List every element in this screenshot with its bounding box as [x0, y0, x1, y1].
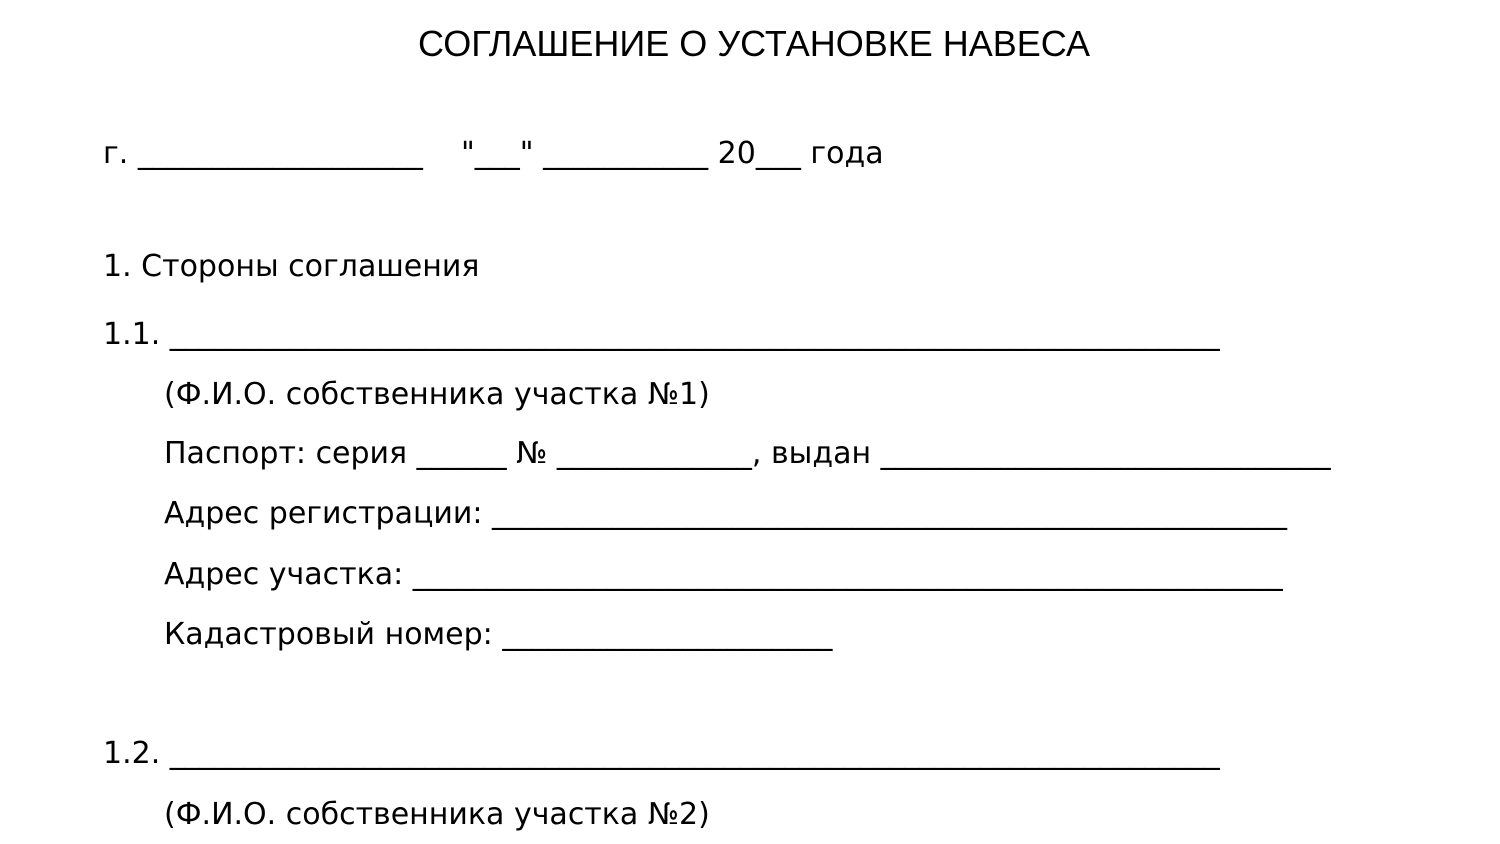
party1-passport-line: Паспорт: серия ______ № _____________, выдан ______________________________ [164, 436, 1331, 471]
party1-registration-address-line: Адрес регистрации: _____________________________________________________ [164, 496, 1288, 531]
party1-cadastral-number-line: Кадастровый номер: ______________________ [164, 617, 833, 652]
party2-name-caption: (Ф.И.О. собственника участка №2) [164, 797, 710, 832]
party1-name-caption: (Ф.И.О. собственника участка №1) [164, 377, 710, 412]
city-date-line: г. ___________________ "___" ___________ 20___ года [103, 136, 884, 171]
section-heading-parties: 1. Стороны соглашения [103, 249, 480, 284]
document-title: СОГЛАШЕНИЕ О УСТАНОВКЕ НАВЕСА [418, 23, 1090, 64]
party1-name-line: 1.1. ______________________________________________________________________ [103, 317, 1220, 352]
party1-plot-address-line: Адрес участка: __________________________________________________________ [164, 557, 1283, 592]
party2-name-line: 1.2. ______________________________________________________________________ [103, 736, 1220, 771]
